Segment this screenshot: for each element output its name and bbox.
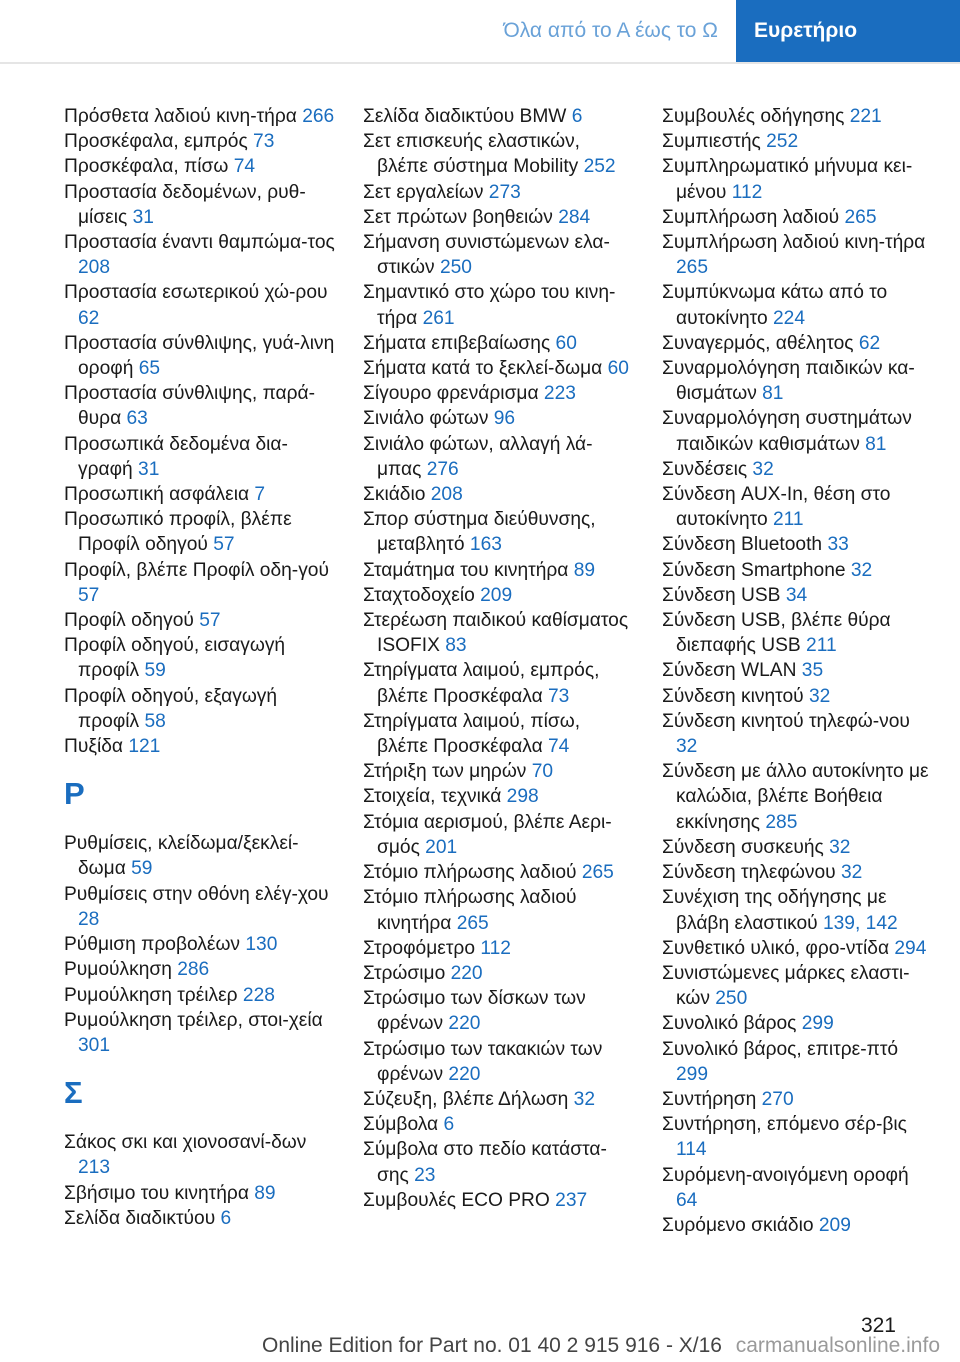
page-reference-link[interactable]: 208 — [430, 484, 463, 506]
index-entry-text: Στόμια αερισμού, βλέπε Αερι‐σμός — [363, 811, 612, 858]
index-entry — [662, 658, 934, 683]
index-entry — [662, 104, 934, 129]
page-reference-link[interactable]: 130 — [245, 934, 278, 956]
index-entry-text: Πρόσθετα λαδιού κινη‐τήρα — [64, 106, 303, 127]
index-entry — [363, 1137, 635, 1187]
index-entry-text: Συναγερμός, αθέλητος — [662, 332, 859, 354]
index-entry-text: Προστασία σύνθλιψης, γυά‐λινη οροφή — [64, 332, 335, 380]
page-reference-link[interactable]: 139, 142 — [822, 912, 898, 934]
index-entry-text: Συναρμολόγηση συστημάτων παιδικών καθισμάτων — [662, 408, 912, 455]
page-reference-link[interactable]: 60 — [555, 332, 577, 354]
index-entry — [363, 1112, 635, 1137]
index-entry — [363, 810, 635, 860]
index-entry-text: Στερέωση παιδικού καθίσματος ISOFIX — [363, 610, 629, 657]
index-entry-text: Συνδέσεις — [662, 458, 753, 480]
index-entry-text: Συμβουλές ECO PRO — [363, 1189, 556, 1211]
page-reference-link[interactable]: 23 — [414, 1164, 436, 1186]
index-entry-text: Συνολικό βάρος — [662, 1013, 802, 1035]
index-entry-text: Σύνδεση κινητού τηλεφώ‐νου — [662, 710, 910, 732]
index-entry-text: Συμπλήρωση λαδιού — [662, 206, 845, 228]
index-entry-text: Σύμβολα στο πεδίο κατάστα‐σης — [363, 1139, 607, 1186]
index-entry-text: Σήμανση συνιστώμενων ελα‐στικών — [363, 232, 610, 279]
page-reference-link[interactable]: 35 — [801, 660, 824, 682]
index-entry-text: Σύνδεση με άλλο αυτοκίνητο με καλώδια, βλέπε Βοήθεια εκκίνησης — [662, 761, 929, 833]
index-entry — [64, 684, 336, 734]
index-entry — [363, 356, 635, 381]
index-entry-text: Σταχτοδοχείο — [363, 584, 481, 606]
page-reference-link[interactable]: 265 — [844, 206, 877, 228]
index-entry-text: Συνθετικό υλικό, φρο‐ντίδα — [662, 937, 895, 959]
index-entry — [662, 583, 934, 608]
page-reference-link[interactable]: 250 — [715, 988, 748, 1010]
page-reference-link[interactable]: 6 — [443, 1114, 455, 1136]
page-reference-link[interactable]: 73 — [253, 131, 275, 153]
page-reference-link[interactable]: 60 — [607, 358, 629, 380]
index-entry-text: Προσωπικό προφίλ, βλέπε Προφίλ οδηγού — [64, 509, 292, 556]
index-entry — [662, 356, 934, 406]
page-reference-link[interactable]: 208 — [78, 257, 111, 279]
index-entry — [64, 230, 336, 280]
index-entry-text: Στρώσιμο των τακακιών των φρένων — [363, 1038, 603, 1085]
page-reference-link[interactable]: 221 — [849, 106, 882, 127]
index-entry-text: Σπορ σύστημα διεύθυνσης, μεταβλητό — [363, 509, 596, 556]
index-entry-text: Σετ επισκευής ελαστικών, βλέπε σύστημα Mobility — [363, 131, 584, 178]
index-entry — [64, 1181, 336, 1206]
index-entry — [363, 885, 635, 935]
page-reference-link[interactable]: 286 — [177, 959, 210, 981]
index-entry — [363, 784, 635, 809]
page-reference-link[interactable]: 201 — [425, 836, 458, 858]
page-reference-link[interactable]: 32 — [752, 458, 774, 480]
index-entry-text: Στήριξη των μηρών — [363, 761, 532, 783]
page-reference-link[interactable]: 112 — [731, 181, 763, 203]
section-tab[interactable]: Όλα από το Α έως το Ω — [430, 0, 736, 62]
index-entry-text: Συρόμενο σκιάδιο — [662, 1214, 819, 1236]
page-reference-link[interactable]: 81 — [762, 383, 784, 405]
index-entry — [64, 331, 336, 381]
page-reference-link[interactable]: 228 — [242, 984, 275, 1006]
index-entry — [363, 1087, 635, 1112]
page-reference-link[interactable]: 62 — [78, 307, 100, 329]
index-entry — [662, 406, 934, 456]
page-reference-link[interactable]: 294 — [894, 937, 927, 959]
index-entry — [662, 331, 934, 356]
page-reference-link[interactable]: 34 — [785, 584, 808, 606]
index-entry — [662, 835, 934, 860]
index-entry — [363, 230, 635, 280]
index-entry-text: Σήματα κατά το ξεκλεί‐δωμα — [363, 358, 608, 380]
index-entry — [662, 1112, 934, 1162]
index-entry-text: Προφίλ οδηγού, εξαγωγή προφίλ — [64, 685, 278, 732]
index-entry-text: Σετ εργαλείων — [363, 181, 489, 203]
index-entry-text: Σύνδεση Bluetooth — [662, 534, 828, 556]
index-entry-text: Σύνδεση USB — [662, 584, 786, 606]
index-entry — [363, 608, 635, 658]
page-reference-link[interactable]: 266 — [302, 106, 335, 127]
index-entry-text: Σίγουρο φρενάρισμα — [363, 383, 544, 405]
index-entry — [662, 709, 934, 759]
page-reference-link[interactable]: 270 — [761, 1088, 794, 1110]
page-reference-link[interactable]: 220 — [448, 1063, 481, 1085]
index-entry — [363, 860, 635, 885]
page-reference-link[interactable]: 81 — [865, 433, 887, 455]
index-entry — [363, 936, 635, 961]
index-tab[interactable]: Ευρετήριο — [736, 0, 960, 62]
index-entry-text: Σημαντικό στο χώρο του κινη‐τήρα — [363, 282, 616, 329]
page-reference-link[interactable]: 62 — [858, 332, 881, 354]
index-entry — [64, 608, 336, 633]
watermark: carmanualsonline.info — [735, 1334, 940, 1357]
index-entry-text: Προστασία εσωτερικού χώ‐ρου — [64, 282, 328, 304]
index-entry — [662, 482, 934, 532]
index-entry — [363, 986, 635, 1036]
index-entry-text: Σήματα επιβεβαίωσης — [363, 332, 556, 354]
page-reference-link[interactable]: 58 — [144, 710, 166, 732]
page-reference-link[interactable]: 57 — [199, 610, 221, 632]
page-reference-link[interactable]: 220 — [448, 1013, 481, 1035]
index-entry-text: Σύνδεση WLAN — [662, 660, 802, 682]
page-reference-link[interactable]: 74 — [548, 736, 570, 758]
index-entry — [363, 381, 635, 406]
index-entry — [64, 882, 336, 932]
index-entry-text: Συνιστώμενες μάρκες ελαστι‐κών — [662, 962, 910, 1010]
page-reference-link[interactable]: 265 — [581, 862, 614, 884]
index-entry-text: Σινιάλο φώτων — [363, 408, 494, 430]
index-entry-text: Στόμιο πλήρωσης λαδιού — [363, 862, 582, 884]
index-entry — [662, 457, 934, 482]
index-entry — [662, 1011, 934, 1036]
index-entry — [363, 432, 635, 482]
page-footer — [0, 1332, 960, 1362]
index-entry — [64, 1206, 336, 1231]
page-reference-link[interactable]: 57 — [213, 534, 235, 556]
index-column-1 — [64, 104, 336, 1231]
page-reference-link[interactable]: 285 — [765, 811, 798, 833]
index-entry-text: Συνολικό βάρος, επιτρε‐πτό — [662, 1038, 899, 1060]
index-entry-text: Προφίλ οδηγού — [64, 610, 200, 632]
index-entry-text: Συμβουλές οδήγησης — [662, 106, 850, 127]
page-reference-link[interactable]: 32 — [573, 1088, 595, 1110]
index-entry — [64, 734, 336, 759]
page-reference-link[interactable]: 64 — [676, 1189, 698, 1211]
page-reference-link[interactable]: 163 — [469, 534, 502, 556]
index-entry-text: Σταμάτημα του κινητήρα — [363, 559, 574, 581]
page-reference-link[interactable]: 252 — [766, 131, 799, 153]
index-entry — [662, 1213, 934, 1238]
index-entry-text: Ρυμούλκηση τρέιλερ — [64, 984, 243, 1006]
page-reference-link[interactable]: 224 — [773, 307, 806, 329]
index-entry-text: Συντήρηση, επόμενο σέρ‐βις — [662, 1114, 907, 1136]
index-entry-text: Σκιάδιο — [363, 484, 431, 506]
index-entry-text: Στροφόμετρο — [363, 937, 481, 959]
edition-note: Online Edition for Part no. 01 40 2 915 916 - X/16 — [262, 1334, 722, 1357]
page-reference-link[interactable]: 299 — [676, 1063, 709, 1085]
index-entry-text: Προστασία σύνθλιψης, παρά‐θυρα — [64, 383, 316, 430]
page-reference-link[interactable]: 32 — [808, 685, 831, 707]
index-entry — [662, 230, 934, 280]
index-entry — [64, 633, 336, 683]
index-entry — [662, 129, 934, 154]
page-reference-link[interactable]: 121 — [128, 736, 161, 758]
index-entry-text: Σελίδα διαδικτύου BMW — [363, 106, 572, 127]
page-reference-link[interactable]: 211 — [773, 509, 804, 531]
header-divider — [0, 62, 960, 64]
index-entry-text: Προφίλ, βλέπε Προφίλ οδη‐γού — [64, 559, 329, 581]
page-reference-link[interactable]: 31 — [132, 206, 154, 228]
index-entry-text: Συρόμενη-ανοιγόμενη οροφή — [662, 1164, 909, 1186]
page-reference-link[interactable]: 89 — [254, 1182, 276, 1204]
index-entry — [363, 205, 635, 230]
index-entry-text: Σύζευξη, βλέπε Δήλωση — [363, 1088, 574, 1110]
page-reference-link[interactable]: 59 — [144, 660, 166, 682]
index-entry-text: Σύνδεση συσκευής — [662, 836, 830, 858]
index-entry-text: Στρώσιμο — [363, 962, 451, 984]
index-entry — [662, 608, 934, 658]
index-entry — [64, 104, 336, 129]
index-entry — [64, 180, 336, 230]
index-entry — [64, 558, 336, 608]
page-reference-link[interactable]: 273 — [488, 181, 521, 203]
page-reference-link[interactable]: 65 — [138, 358, 161, 380]
index-column-2 — [363, 104, 635, 1213]
page-reference-link[interactable]: 261 — [422, 307, 455, 329]
page-reference-link[interactable]: 63 — [126, 408, 148, 430]
index-entry-text: Συντήρηση — [662, 1088, 762, 1110]
index-entry-text: Ρυθμίσεις στην οθόνη ελέγ‐χου — [64, 883, 329, 905]
index-entry — [64, 154, 336, 179]
index-column-3 — [662, 104, 934, 1238]
index-entry — [662, 860, 934, 885]
index-entry — [662, 558, 934, 583]
page-reference-link[interactable]: 96 — [493, 408, 516, 430]
index-entry-text: Πυξίδα — [64, 736, 129, 758]
index-entry-text: Σάκος σκι και χιονοσανί‐δων — [64, 1132, 307, 1154]
page-reference-link[interactable]: 89 — [573, 559, 596, 581]
index-entry-text: Σβήσιμο του κινητήρα — [64, 1182, 255, 1204]
index-entry-text: Προσκέφαλα, πίσω — [64, 156, 234, 178]
index-entry — [662, 280, 934, 330]
index-entry-text: Σύμβολα — [363, 1114, 444, 1136]
index-entry — [662, 205, 934, 230]
index-entry-text: Σύνδεση AUX-In, θέση στο αυτοκίνητο — [662, 484, 891, 531]
index-entry — [363, 1188, 635, 1213]
index-entry-text: Στοιχεία, τεχνικά — [363, 786, 507, 808]
index-entry-text: Στηρίγματα λαιμού, εμπρός, βλέπε Προσκέφαλα — [363, 660, 600, 707]
index-entry — [64, 1008, 336, 1058]
index-entry — [64, 381, 336, 431]
index-entry-text: Προστασία έναντι θαμπώμα‐τος — [64, 232, 335, 254]
page-header — [0, 0, 960, 62]
page-reference-link[interactable]: 73 — [548, 685, 570, 707]
index-entry-text: Προσκέφαλα, εμπρός — [64, 131, 254, 153]
index-entry — [363, 759, 635, 784]
index-entry — [363, 658, 635, 708]
index-entry — [662, 1163, 934, 1213]
index-entry — [363, 180, 635, 205]
page-reference-link[interactable]: 209 — [480, 584, 513, 606]
index-entry — [363, 961, 635, 986]
page-reference-link[interactable]: 299 — [801, 1013, 834, 1035]
index-entry — [64, 1130, 336, 1180]
index-letter-heading: Σ — [64, 1075, 83, 1111]
page-reference-link[interactable]: 32 — [829, 836, 851, 858]
page-reference-link[interactable]: 220 — [450, 962, 483, 984]
page-reference-link[interactable]: 32 — [676, 736, 698, 758]
index-entry — [363, 1037, 635, 1087]
page-reference-link[interactable]: 33 — [827, 534, 849, 556]
index-entry — [363, 104, 635, 129]
index-entry — [662, 961, 934, 1011]
index-entry-text: Στηρίγματα λαιμού, πίσω, βλέπε Προσκέφαλα — [363, 710, 581, 758]
page-reference-link[interactable]: 32 — [840, 862, 863, 884]
page-number: 321 — [860, 1314, 896, 1337]
index-letter-heading: Ρ — [64, 776, 85, 812]
index-entry — [363, 482, 635, 507]
index-entry-text: Συμπύκνωμα κάτω από το αυτοκίνητο — [662, 282, 888, 329]
index-entry — [64, 482, 336, 507]
index-entry-text: Σύνδεση κινητού — [662, 685, 809, 707]
index-entry-text: Σύνδεση Smartphone — [662, 559, 851, 581]
page-reference-link[interactable]: 265 — [676, 257, 709, 279]
page-reference-link[interactable]: 59 — [131, 858, 153, 880]
page-reference-link[interactable]: 298 — [506, 786, 539, 808]
index-entry-text: Συναρμολόγηση παιδικών κα‐θισμάτων — [662, 358, 915, 405]
index-entry — [662, 154, 934, 204]
index-entry — [363, 583, 635, 608]
page-reference-link[interactable]: 284 — [558, 206, 591, 228]
index-entry-text: Ρυθμίσεις, κλείδωμα/ξεκλεί‐δωμα — [64, 833, 299, 880]
page-reference-link[interactable]: 32 — [850, 559, 873, 581]
index-entry — [363, 558, 635, 583]
index-entry-text: Προσωπικά δεδομένα δια‐γραφή — [64, 433, 288, 480]
index-entry — [662, 684, 934, 709]
index-entry-text: Ρυμούλκηση — [64, 959, 178, 981]
index-entry — [64, 983, 336, 1008]
index-entry — [64, 129, 336, 154]
page-reference-link[interactable]: 276 — [426, 458, 459, 480]
page-reference-link[interactable]: 6 — [220, 1207, 232, 1229]
index-entry-text: Προστασία δεδομένων, ρυθ‐μίσεις — [64, 181, 306, 228]
index-entry — [662, 532, 934, 557]
page-reference-link[interactable]: 31 — [138, 458, 160, 480]
index-entry-text: Προφίλ οδηγού, εισαγωγή προφίλ — [64, 635, 286, 682]
page-reference-link[interactable]: 57 — [78, 584, 100, 606]
page-reference-link[interactable]: 237 — [555, 1189, 588, 1211]
index-entry — [662, 1087, 934, 1112]
index-entry — [662, 936, 934, 961]
index-entry-text: Στρώσιμο των δίσκων των φρένων — [363, 988, 586, 1035]
page-reference-link[interactable]: 7 — [254, 484, 266, 506]
page-reference-link[interactable]: 28 — [78, 908, 100, 930]
index-entry — [64, 507, 336, 557]
page-reference-link[interactable]: 211 — [806, 635, 837, 657]
page-reference-link[interactable]: 223 — [543, 383, 576, 405]
page-reference-link[interactable]: 6 — [571, 106, 583, 127]
page-reference-link[interactable]: 70 — [531, 761, 554, 783]
index-entry-text: Ρύθμιση προβολέων — [64, 934, 246, 956]
index-entry-text: Στόμιο πλήρωσης λαδιού κινητήρα — [363, 887, 577, 934]
index-entry — [363, 507, 635, 557]
page-reference-link[interactable]: 265 — [456, 912, 489, 934]
page-reference-link[interactable]: 112 — [480, 937, 511, 959]
index-entry — [662, 1037, 934, 1087]
index-entry-text: Σύνδεση USB, βλέπε θύρα διεπαφής USB — [662, 610, 891, 657]
index-entry-text: Σινιάλο φώτων, αλλαγή λά‐μπας — [363, 433, 593, 480]
page-reference-link[interactable]: 114 — [676, 1139, 707, 1161]
index-entry-text: Σύνδεση τηλεφώνου — [662, 862, 841, 884]
index-entry-text: Συνέχιση της οδήγησης με βλάβη ελαστικού — [662, 887, 887, 934]
index-entry — [363, 406, 635, 431]
page-reference-link[interactable]: 252 — [583, 156, 616, 178]
index-entry-text: Συμπιεστής — [662, 131, 767, 153]
index-entry — [363, 129, 635, 179]
index-entry — [662, 885, 934, 935]
index-entry — [363, 280, 635, 330]
index-entry — [64, 957, 336, 982]
index-entry — [64, 280, 336, 330]
page-reference-link[interactable]: 83 — [445, 635, 467, 657]
index-entry — [363, 331, 635, 356]
index-entry — [64, 932, 336, 957]
page-reference-link[interactable]: 209 — [818, 1214, 851, 1236]
page-reference-link[interactable]: 301 — [78, 1034, 111, 1056]
page-reference-link[interactable]: 74 — [233, 156, 256, 178]
index-entry-text: Σετ πρώτων βοηθειών — [363, 206, 559, 228]
index-entry — [64, 432, 336, 482]
index-entry — [363, 709, 635, 759]
page-reference-link[interactable]: 213 — [78, 1157, 111, 1179]
page-reference-link[interactable]: 250 — [439, 257, 472, 279]
index-entry — [64, 831, 336, 881]
index-entry — [662, 759, 934, 835]
index-entry-text: Σελίδα διαδικτύου — [64, 1207, 221, 1229]
index-entry-text: Προσωπική ασφάλεια — [64, 484, 255, 506]
index-entry-text: Ρυμούλκηση τρέιλερ, στοι‐χεία — [64, 1009, 323, 1031]
index-entry-text: Συμπλήρωση λαδιού κινη‐τήρα — [662, 232, 926, 254]
index-entry-text: Συμπληρωματικό μήνυμα κει‐μένου — [662, 156, 913, 203]
